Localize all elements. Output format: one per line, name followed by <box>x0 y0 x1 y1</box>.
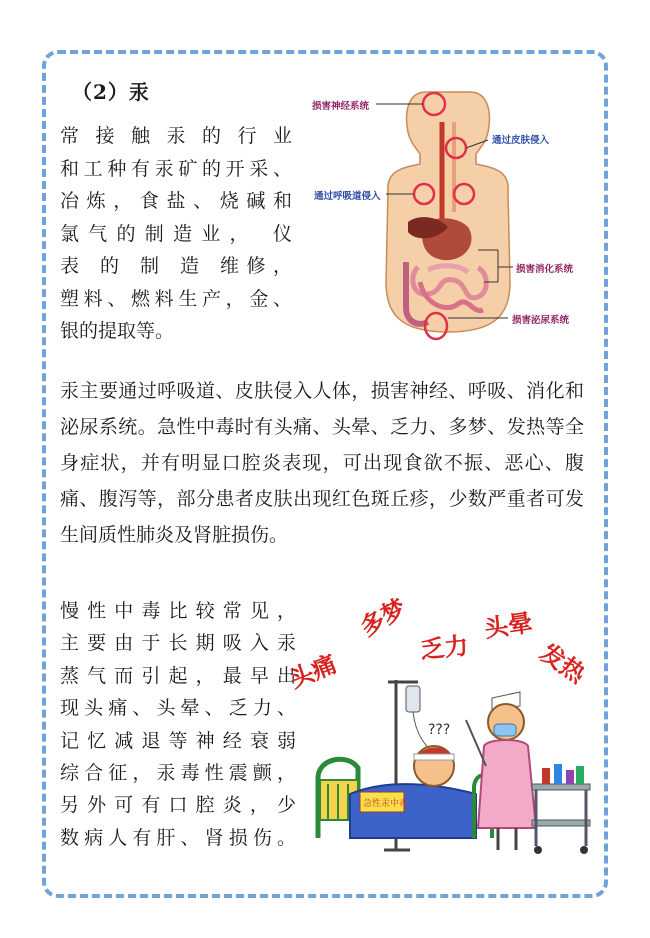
label-nerve: 损害神经系统 <box>312 101 370 112</box>
intro-line: 冶炼，食盐、烧碱和 <box>60 190 292 212</box>
intro-line: 表 的 制 造 维修， <box>60 255 292 277</box>
label-respiratory: 通过呼吸道侵入 <box>314 191 381 202</box>
section-heading: （2）汞 <box>72 80 150 104</box>
symptom-fatigue: 乏力 <box>418 630 470 665</box>
human-body-illustration <box>308 82 588 344</box>
symptom-headache: 头痛 <box>285 648 341 694</box>
symptom-dreams: 多梦 <box>354 592 412 642</box>
label-skin: 通过皮肤侵入 <box>492 135 550 146</box>
chronic-line: 现头痛、头晕、乏力、 <box>60 697 296 720</box>
symptom-fever: 发热 <box>534 637 591 689</box>
symptom-dizzy: 头晕 <box>482 607 535 644</box>
chronic-line: 另外可有口腔炎，少 <box>60 794 296 817</box>
chronic-line: 综合征，汞毒性震颤， <box>60 762 296 785</box>
intro-line: 和工种有汞矿的开采、 <box>60 157 292 180</box>
intro-paragraph <box>60 120 292 348</box>
intro-line: 银的提取等。 <box>60 320 175 342</box>
acute-paragraph: 汞主要通过呼吸道、皮肤侵入人体，损害神经、呼吸、消化和泌尿系统。急性中毒时有头痛、头晕、乏力、多梦、发热等全身症状，并有明显口腔炎表现，可出现食欲不振、恶心、腹痛、腹泻等，部分患者皮肤出现红色斑丘疹，少数严重者可发生间质性肺炎及肾脏损伤。 <box>60 380 584 546</box>
chronic-line: 慢性中毒比较常见， <box>60 600 296 622</box>
intro-line: 氯气的制造业， 仪 <box>60 222 292 245</box>
chronic-line: 记忆减退等神经衰弱 <box>60 729 296 752</box>
symptom-illustration <box>285 588 598 860</box>
intro-line: 塑料、燃料生产，金、 <box>60 287 292 310</box>
patient-nurse-cartoon <box>288 588 598 860</box>
chronic-line: 主要由于长期吸入汞 <box>60 632 296 655</box>
label-urinary: 损害泌尿系统 <box>512 315 570 326</box>
label-digestive: 损害消化系统 <box>516 264 574 275</box>
svg-text:???: ??? <box>428 722 451 738</box>
chronic-line: 数病人有肝、肾损伤。 <box>60 826 296 849</box>
chronic-paragraph <box>60 595 296 854</box>
intro-line: 常接触汞的行业 <box>60 125 292 147</box>
chronic-line: 蒸气而引起，最早出 <box>60 664 296 687</box>
body-diagram <box>308 82 588 344</box>
bed-sign-text: 急性汞中毒 <box>363 799 409 809</box>
